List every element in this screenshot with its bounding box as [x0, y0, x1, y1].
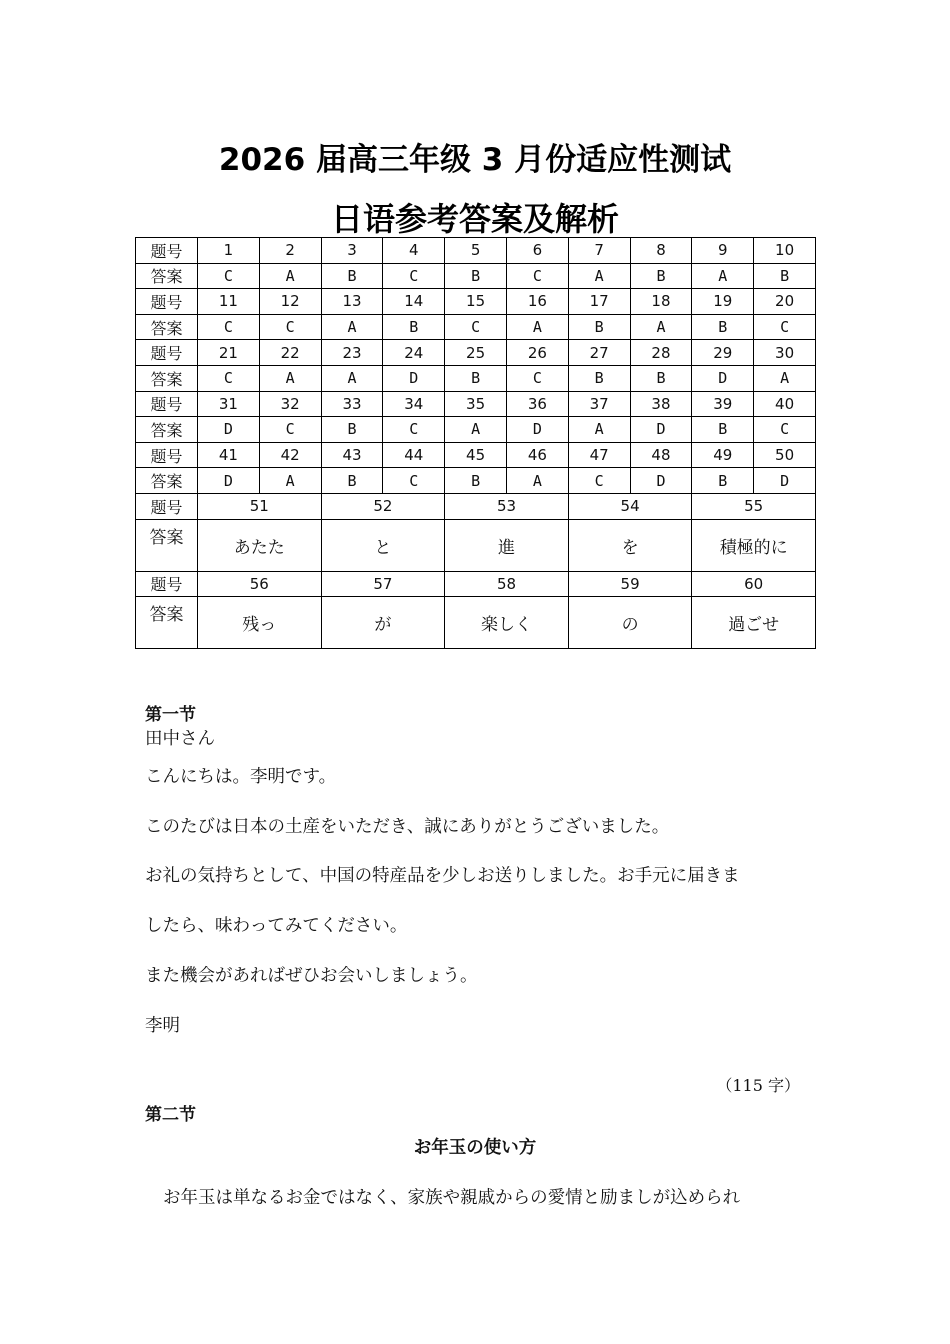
essay-title: お年玉の使い方	[413, 1138, 537, 1158]
letter-paragraph: したら、味わってみてください。	[145, 916, 408, 936]
question-number-cell: 12	[259, 289, 321, 315]
answer-cell: C	[383, 417, 445, 443]
answer-cell: A	[630, 314, 692, 340]
fill-answer-cell: 残っ	[198, 597, 322, 649]
question-number-cell: 32	[259, 391, 321, 417]
answer-cell: B	[445, 263, 507, 289]
row-label-number: 题号	[136, 340, 198, 366]
question-number-cell: 56	[198, 571, 322, 597]
answer-cell: B	[383, 314, 445, 340]
answer-cell: C	[259, 417, 321, 443]
answer-cell: D	[506, 417, 568, 443]
fill-answer-cell: 進	[445, 519, 569, 571]
letter-paragraph: お礼の気持ちとして、中国の特産品を少しお送りしました。お手元に届きま	[145, 866, 740, 886]
question-number-cell: 4	[383, 238, 445, 264]
answer-cell: A	[321, 365, 383, 391]
answer-cell: C	[383, 263, 445, 289]
answer-cell: C	[198, 263, 260, 289]
question-number-cell: 54	[568, 493, 692, 519]
answer-cell: A	[568, 263, 630, 289]
question-number-cell: 24	[383, 340, 445, 366]
fill-answer-cell: と	[321, 519, 445, 571]
row-label-answer: 答案	[136, 263, 198, 289]
question-number-cell: 11	[198, 289, 260, 315]
section-2-heading: 第二节	[145, 1105, 196, 1125]
question-number-cell: 6	[506, 238, 568, 264]
answer-cell: A	[754, 365, 816, 391]
question-number-cell: 5	[445, 238, 507, 264]
question-number-cell: 20	[754, 289, 816, 315]
answer-cell: D	[630, 417, 692, 443]
answer-cell: D	[198, 417, 260, 443]
row-label-answer: 答案	[136, 519, 198, 571]
answer-cell: B	[568, 365, 630, 391]
answer-cell: B	[321, 263, 383, 289]
answer-cell: C	[506, 365, 568, 391]
letter-paragraph: また機会があればぜひお会いしましょう。	[145, 966, 478, 986]
table-row	[136, 597, 816, 649]
question-number-cell: 59	[568, 571, 692, 597]
question-number-cell: 52	[321, 493, 445, 519]
row-label-answer: 答案	[136, 365, 198, 391]
question-number-cell: 3	[321, 238, 383, 264]
fill-answer-cell: 楽しく	[445, 597, 569, 649]
row-label-number: 题号	[136, 571, 198, 597]
question-number-cell: 25	[445, 340, 507, 366]
question-number-cell: 35	[445, 391, 507, 417]
table-row	[136, 238, 816, 264]
answer-cell: B	[630, 263, 692, 289]
letter-paragraph: こんにちは。李明です。	[145, 767, 337, 787]
question-number-cell: 47	[568, 442, 630, 468]
table-row	[136, 391, 816, 417]
question-number-cell: 23	[321, 340, 383, 366]
question-number-cell: 39	[692, 391, 754, 417]
fill-answer-cell: 過ごせ	[692, 597, 816, 649]
question-number-cell: 41	[198, 442, 260, 468]
row-label-number: 题号	[136, 442, 198, 468]
question-number-cell: 44	[383, 442, 445, 468]
answer-cell: D	[754, 468, 816, 494]
question-number-cell: 9	[692, 238, 754, 264]
answer-cell: C	[198, 314, 260, 340]
answer-cell: B	[754, 263, 816, 289]
answer-cell: C	[259, 314, 321, 340]
question-number-cell: 34	[383, 391, 445, 417]
question-number-cell: 1	[198, 238, 260, 264]
question-number-cell: 46	[506, 442, 568, 468]
answer-cell: B	[321, 468, 383, 494]
question-number-cell: 50	[754, 442, 816, 468]
question-number-cell: 57	[321, 571, 445, 597]
question-number-cell: 30	[754, 340, 816, 366]
question-number-cell: 33	[321, 391, 383, 417]
question-number-cell: 15	[445, 289, 507, 315]
table-row	[136, 493, 816, 519]
answer-cell: B	[321, 417, 383, 443]
row-label-number: 题号	[136, 391, 198, 417]
question-number-cell: 17	[568, 289, 630, 315]
table-row	[136, 263, 816, 289]
answer-cell: B	[568, 314, 630, 340]
table-row	[136, 519, 816, 571]
section-1-heading: 第一节	[145, 705, 196, 725]
fill-answer-cell: の	[568, 597, 692, 649]
question-number-cell: 45	[445, 442, 507, 468]
question-number-cell: 7	[568, 238, 630, 264]
question-number-cell: 22	[259, 340, 321, 366]
question-number-cell: 29	[692, 340, 754, 366]
question-number-cell: 2	[259, 238, 321, 264]
essay-paragraph: お年玉は単なるお金ではなく、家族や親戚からの愛情と励ましが込められ	[163, 1188, 741, 1208]
question-number-cell: 14	[383, 289, 445, 315]
question-number-cell: 21	[198, 340, 260, 366]
table-row	[136, 340, 816, 366]
answer-cell: D	[383, 365, 445, 391]
row-label-answer: 答案	[136, 597, 198, 649]
answer-cell: C	[383, 468, 445, 494]
row-label-answer: 答案	[136, 468, 198, 494]
answer-cell: A	[692, 263, 754, 289]
row-label-answer: 答案	[136, 417, 198, 443]
question-number-cell: 60	[692, 571, 816, 597]
question-number-cell: 10	[754, 238, 816, 264]
answer-cell: B	[445, 365, 507, 391]
row-label-answer: 答案	[136, 314, 198, 340]
answer-cell: C	[445, 314, 507, 340]
question-number-cell: 18	[630, 289, 692, 315]
question-number-cell: 43	[321, 442, 383, 468]
table-row	[136, 417, 816, 443]
answer-cell: D	[198, 468, 260, 494]
question-number-cell: 58	[445, 571, 569, 597]
answer-cell: C	[754, 314, 816, 340]
answer-cell: B	[445, 468, 507, 494]
answer-cell: D	[630, 468, 692, 494]
fill-answer-cell: を	[568, 519, 692, 571]
question-number-cell: 19	[692, 289, 754, 315]
table-row	[136, 468, 816, 494]
question-number-cell: 37	[568, 391, 630, 417]
answer-cell: A	[506, 468, 568, 494]
question-number-cell: 38	[630, 391, 692, 417]
question-number-cell: 13	[321, 289, 383, 315]
question-number-cell: 16	[506, 289, 568, 315]
letter-addressee: 田中さん	[145, 729, 215, 749]
table-row	[136, 365, 816, 391]
document-subtitle: 日语参考答案及解析	[330, 200, 619, 238]
fill-answer-cell: 積極的に	[692, 519, 816, 571]
question-number-cell: 55	[692, 493, 816, 519]
question-number-cell: 26	[506, 340, 568, 366]
answer-cell: A	[259, 365, 321, 391]
letter-paragraph: このたびは日本の土産をいただき、誠にありがとうございました。	[145, 817, 670, 837]
question-number-cell: 27	[568, 340, 630, 366]
fill-answer-cell: あたた	[198, 519, 322, 571]
table-row	[136, 571, 816, 597]
question-number-cell: 36	[506, 391, 568, 417]
char-count: （115 字）	[716, 1076, 800, 1095]
row-label-number: 题号	[136, 493, 198, 519]
question-number-cell: 8	[630, 238, 692, 264]
answer-cell: A	[259, 263, 321, 289]
question-number-cell: 42	[259, 442, 321, 468]
answer-cell: B	[692, 417, 754, 443]
answer-cell: B	[692, 468, 754, 494]
fill-answer-cell: が	[321, 597, 445, 649]
answer-cell: B	[630, 365, 692, 391]
answer-cell: A	[445, 417, 507, 443]
answer-cell: C	[506, 263, 568, 289]
question-number-cell: 28	[630, 340, 692, 366]
answer-cell: A	[321, 314, 383, 340]
answer-cell: D	[692, 365, 754, 391]
answer-cell: C	[198, 365, 260, 391]
question-number-cell: 31	[198, 391, 260, 417]
row-label-number: 题号	[136, 289, 198, 315]
answer-cell: A	[506, 314, 568, 340]
question-number-cell: 48	[630, 442, 692, 468]
answer-cell: C	[754, 417, 816, 443]
table-row	[136, 442, 816, 468]
question-number-cell: 49	[692, 442, 754, 468]
answer-cell: A	[568, 417, 630, 443]
question-number-cell: 53	[445, 493, 569, 519]
answer-cell: A	[259, 468, 321, 494]
answer-cell: C	[568, 468, 630, 494]
question-number-cell: 40	[754, 391, 816, 417]
answer-cell: B	[692, 314, 754, 340]
letter-signature: 李明	[145, 1016, 180, 1036]
table-row	[136, 314, 816, 340]
question-number-cell: 51	[198, 493, 322, 519]
document-title: 2026 届高三年级 3 月份适应性测试	[218, 142, 732, 178]
row-label-number: 题号	[136, 238, 198, 264]
table-row	[136, 289, 816, 315]
answer-table	[135, 237, 816, 649]
